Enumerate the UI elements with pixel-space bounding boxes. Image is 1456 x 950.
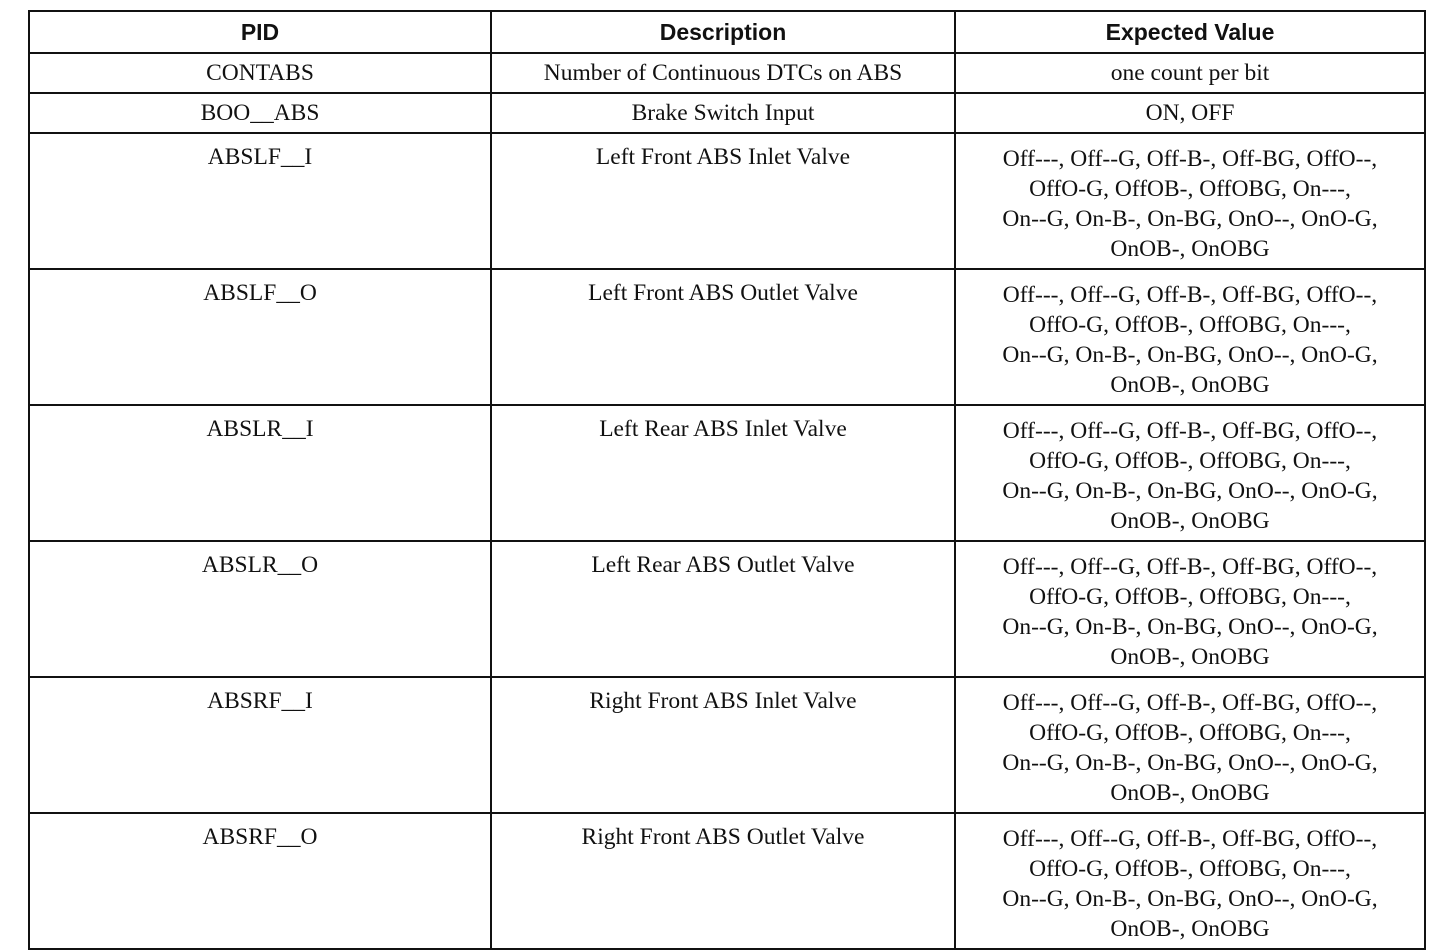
pid-table [28,10,1426,950]
description-cell: Left Front ABS Inlet Valve [491,133,955,269]
expected-value-line: Off---, Off--G, Off-B-, Off-BG, OffO--, [1002,690,1378,716]
expected-value-line: OffO-G, OffOB-, OffOBG, On---, [1029,176,1351,202]
description-cell: Left Rear ABS Inlet Valve [491,405,955,541]
pid-cell: ABSLR__O [29,541,491,677]
expected-value-line: OffO-G, OffOB-, OffOBG, On---, [1029,448,1351,474]
expected-value-line: OnOB-, OnOBG [1110,916,1270,942]
pid-cell: CONTABS [29,53,491,93]
expected-value-cell [955,813,1425,949]
pid-cell: ABSRF__I [29,677,491,813]
expected-value-line: On--G, On-B-, On-BG, OnO--, OnO-G, [1002,886,1378,912]
pid-cell: ABSRF__O [29,813,491,949]
description-cell: Right Front ABS Inlet Valve [491,677,955,813]
table-row [29,813,1425,949]
expected-value-line: OnOB-, OnOBG [1110,372,1270,398]
description-cell: Left Rear ABS Outlet Valve [491,541,955,677]
header-pid: PID [29,11,491,53]
header-row [29,11,1425,53]
header-description: Description [491,11,955,53]
pid-cell: ABSLR__I [29,405,491,541]
table-row [29,53,1425,93]
header-expected-value: Expected Value [955,11,1425,53]
expected-value-line: On--G, On-B-, On-BG, OnO--, OnO-G, [1002,478,1378,504]
table-row [29,405,1425,541]
expected-value-cell [955,405,1425,541]
expected-value-cell [955,93,1425,133]
expected-value-line: ON, OFF [1145,100,1235,126]
expected-value-line: On--G, On-B-, On-BG, OnO--, OnO-G, [1002,206,1378,232]
expected-value-line: OffO-G, OffOB-, OffOBG, On---, [1029,584,1351,610]
expected-value-line: Off---, Off--G, Off-B-, Off-BG, OffO--, [1002,554,1378,580]
description-cell: Brake Switch Input [491,93,955,133]
expected-value-cell [955,53,1425,93]
description-cell: Number of Continuous DTCs on ABS [491,53,955,93]
expected-value-line: OnOB-, OnOBG [1110,644,1270,670]
expected-value-line: OffO-G, OffOB-, OffOBG, On---, [1029,856,1351,882]
table-row [29,269,1425,405]
expected-value-line: On--G, On-B-, On-BG, OnO--, OnO-G, [1002,342,1378,368]
table-row [29,541,1425,677]
expected-value-line: On--G, On-B-, On-BG, OnO--, OnO-G, [1002,750,1378,776]
description-cell: Right Front ABS Outlet Valve [491,813,955,949]
expected-value-cell [955,269,1425,405]
expected-value-cell [955,133,1425,269]
expected-value-line: OnOB-, OnOBG [1110,780,1270,806]
expected-value-cell [955,541,1425,677]
table-row [29,93,1425,133]
expected-value-line: Off---, Off--G, Off-B-, Off-BG, OffO--, [1002,282,1378,308]
expected-value-line: OnOB-, OnOBG [1110,508,1270,534]
pid-cell: ABSLF__O [29,269,491,405]
table-header [29,11,1425,53]
pid-cell: BOO__ABS [29,93,491,133]
pid-cell: ABSLF__I [29,133,491,269]
table-row [29,677,1425,813]
expected-value-line: Off---, Off--G, Off-B-, Off-BG, OffO--, [1002,146,1378,172]
expected-value-line: OffO-G, OffOB-, OffOBG, On---, [1029,720,1351,746]
expected-value-line: On--G, On-B-, On-BG, OnO--, OnO-G, [1002,614,1378,640]
table-body [29,53,1425,949]
description-cell: Left Front ABS Outlet Valve [491,269,955,405]
expected-value-line: Off---, Off--G, Off-B-, Off-BG, OffO--, [1002,418,1378,444]
expected-value-line: OffO-G, OffOB-, OffOBG, On---, [1029,312,1351,338]
expected-value-cell [955,677,1425,813]
expected-value-line: Off---, Off--G, Off-B-, Off-BG, OffO--, [1002,826,1378,852]
expected-value-line: one count per bit [1110,60,1270,86]
table-row [29,133,1425,269]
expected-value-line: OnOB-, OnOBG [1110,236,1270,262]
